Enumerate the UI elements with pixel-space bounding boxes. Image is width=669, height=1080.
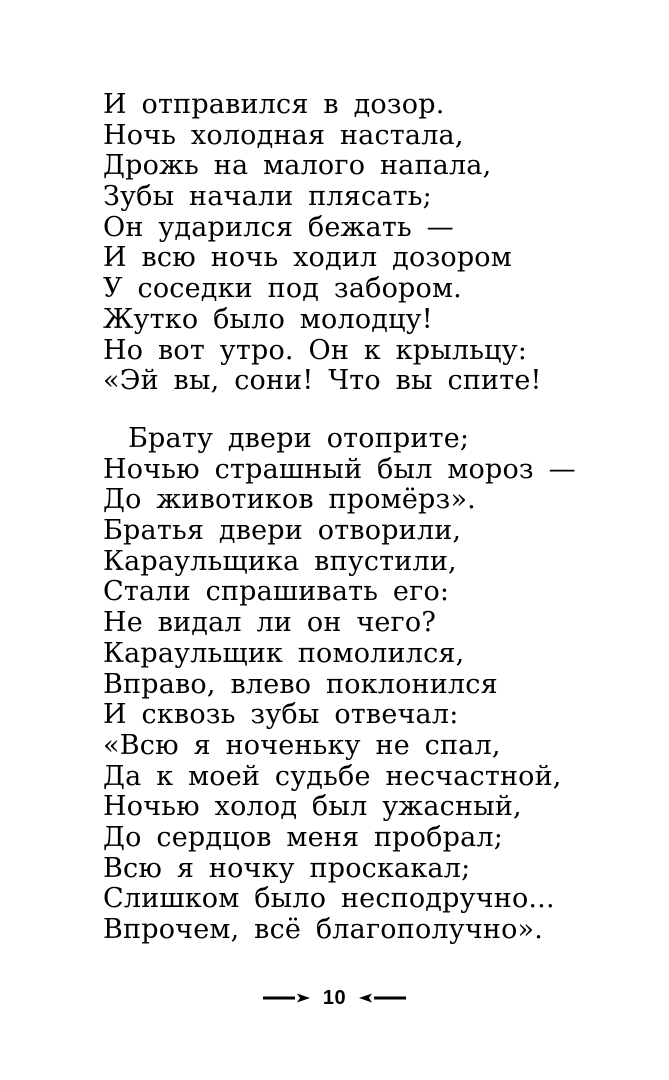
page-number: 10 — [322, 987, 347, 1009]
poem-line: Он ударился бежать — — [103, 211, 454, 243]
dash-arrow-left-icon — [358, 992, 406, 1004]
poem-line: И всю ночь ходил дозором — [103, 242, 512, 274]
poem-line: Братья двери отворили, — [103, 515, 462, 547]
poem-line: Слишком было несподручно... — [103, 883, 555, 915]
poem-line: Вправо, влево поклонился — [103, 668, 498, 700]
stanza-1 — [103, 90, 573, 397]
poem-line: «Эй вы, сони! Что вы спите! — [103, 365, 542, 397]
poem-line: До сердцов меня пробрал; — [103, 821, 504, 853]
poem-line: Но вот утро. Он к крыльцу: — [103, 334, 528, 366]
poem-line: Ночью холод был ужасный, — [103, 791, 522, 823]
poem-line: Не видал ли он чего? — [103, 607, 437, 639]
dash-arrow-right-icon — [263, 992, 311, 1004]
poem-line: Ночь холодная настала, — [103, 119, 464, 151]
poem-line: Да к моей судьбе несчастной, — [103, 760, 562, 792]
folio — [263, 988, 406, 1008]
poem-line: И отправился в дозор. — [103, 89, 445, 120]
poem-line: Жутко было молодцу! — [103, 303, 433, 335]
page-footer — [0, 978, 669, 1018]
poem-line: Стали спрашивать его: — [103, 576, 450, 608]
poem-line: До животиков промёрз». — [103, 484, 476, 516]
poem-line: Зубы начали плясать; — [103, 181, 432, 213]
poem-line: Караульщик помолился, — [103, 637, 465, 669]
poem-line: Караульщика впустили, — [103, 545, 457, 577]
poem-line: «Всю я ноченьку не спал, — [103, 729, 501, 761]
poem-line: Брату двери отоприте; — [128, 423, 470, 454]
poem-line: Впрочем, всё благополучно». — [103, 914, 544, 945]
poem-line: Дрожь на малого напала, — [103, 150, 492, 182]
poem-line: И сквозь зубы отвечал: — [103, 699, 459, 731]
poem-line: Всю я ночку проскакал; — [103, 852, 471, 884]
stanza-2 — [103, 423, 576, 946]
poem-line: Ночью страшный был мороз — — [103, 453, 576, 485]
poem-line: У соседки под забором. — [103, 273, 462, 305]
